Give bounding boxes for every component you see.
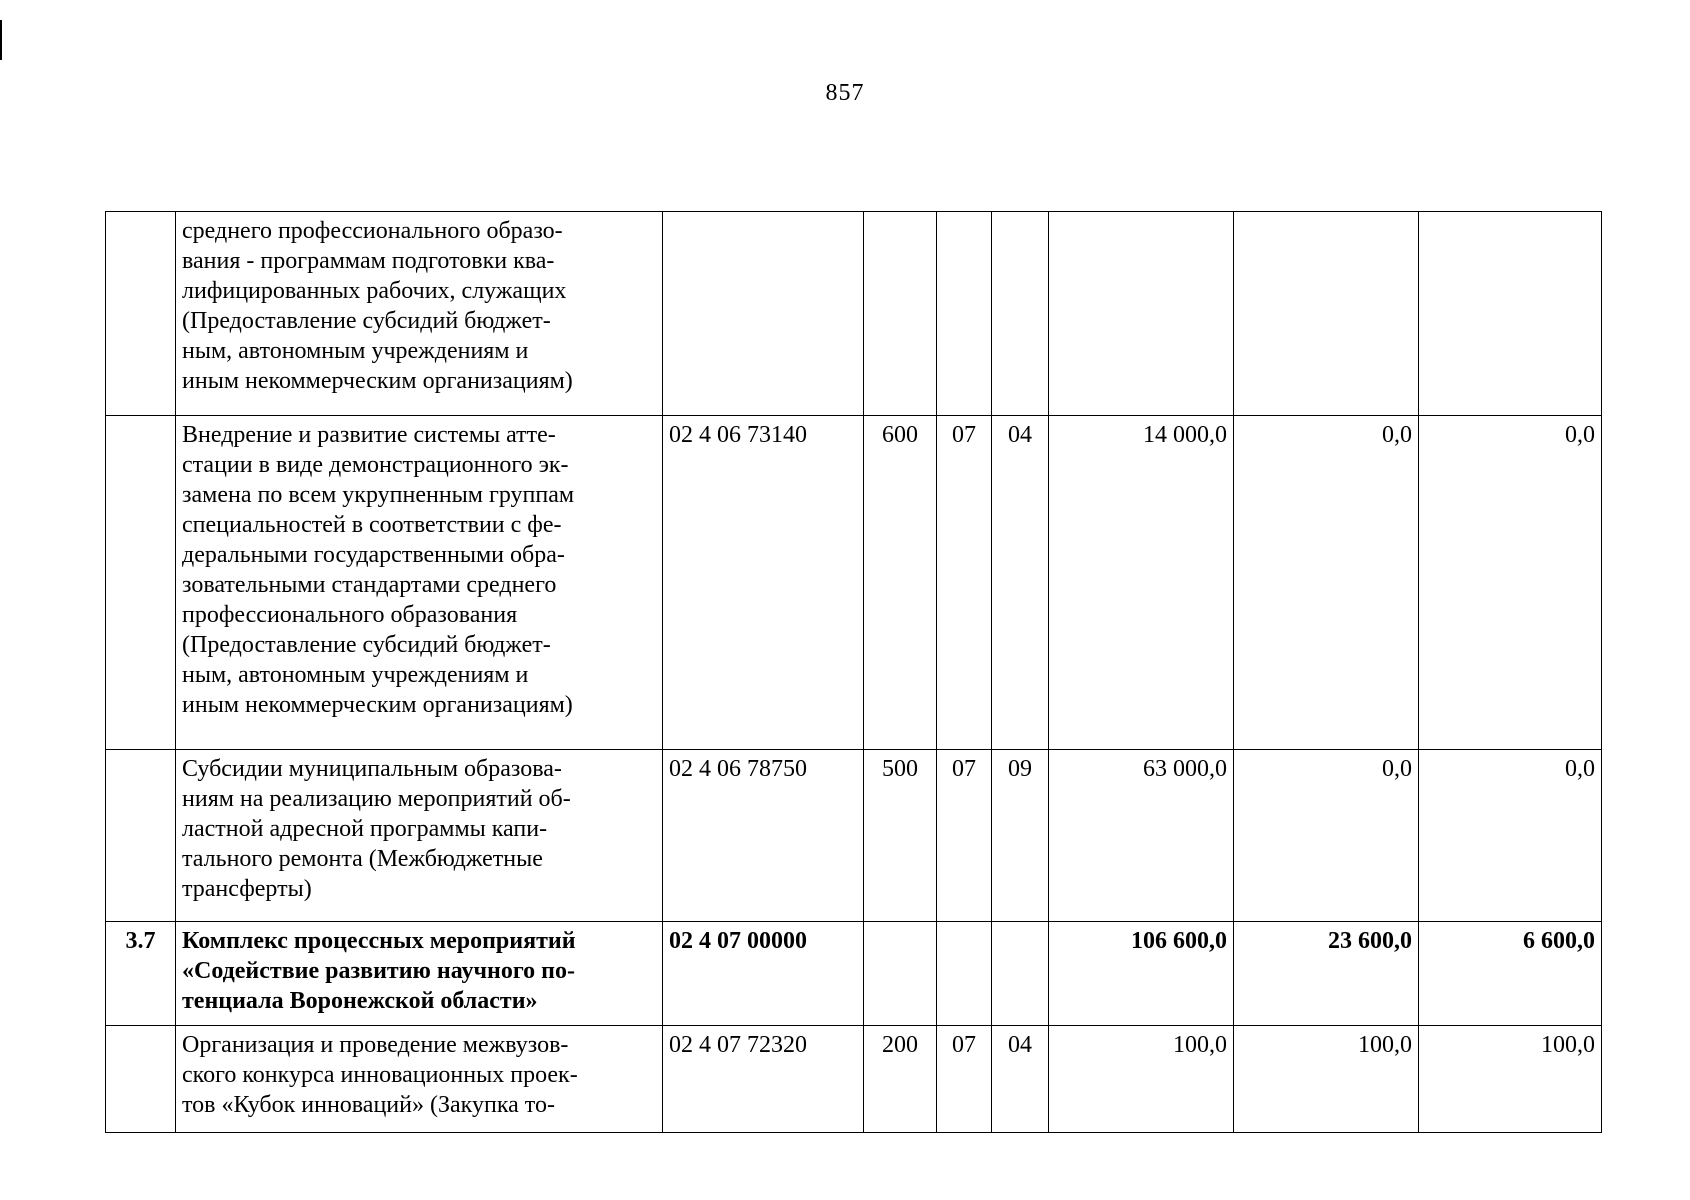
row-amount-year-1: 100,0 (1049, 1026, 1234, 1133)
row-expense-type (864, 212, 937, 416)
row-number (106, 416, 176, 750)
row-name-line: среднего профессионального образо- (182, 218, 563, 244)
row-name-line: трансферты) (182, 876, 312, 902)
row-name-line: деральными государственными обра- (182, 542, 565, 568)
row-name (176, 922, 663, 1026)
budget-table (105, 211, 1602, 1133)
table-row (106, 416, 1602, 750)
row-name-line: Организация и проведение межвузов- (182, 1032, 569, 1058)
row-name-line: ным, автономным учреждениям и (182, 338, 529, 364)
row-name-line: ным, автономным учреждениям и (182, 662, 529, 688)
row-amount-year-3: 0,0 (1419, 750, 1602, 922)
row-name (176, 750, 663, 922)
row-expense-type: 200 (864, 1026, 937, 1133)
row-amount-year-1: 14 000,0 (1049, 416, 1234, 750)
row-name-line: замена по всем укрупненным группам (182, 482, 575, 508)
row-expense-type (864, 922, 937, 1026)
row-amount-year-3: 100,0 (1419, 1026, 1602, 1133)
row-name-line: Комплекс процессных мероприятий (182, 928, 576, 954)
row-code: 02 4 07 00000 (663, 922, 864, 1026)
row-amount-year-2: 0,0 (1234, 750, 1419, 922)
row-amount-year-2 (1234, 212, 1419, 416)
row-name-line: «Содействие развитию научного по- (182, 958, 575, 984)
row-name-line: (Предоставление субсидий бюджет- (182, 632, 551, 658)
row-name-line: тенциала Воронежской области» (182, 988, 538, 1014)
row-amount-year-2: 23 600,0 (1234, 922, 1419, 1026)
row-code (663, 212, 864, 416)
row-name-line: лифицированных рабочих, служащих (182, 278, 567, 304)
row-subsection: 09 (992, 750, 1049, 922)
row-expense-type: 600 (864, 416, 937, 750)
row-name-line: зовательными стандартами среднего (182, 572, 557, 598)
row-section: 07 (937, 416, 992, 750)
row-number (106, 1026, 176, 1133)
row-amount-year-2: 0,0 (1234, 416, 1419, 750)
row-amount-year-1 (1049, 212, 1234, 416)
row-name-line: Субсидии муниципальным образова- (182, 756, 562, 782)
row-amount-year-1: 106 600,0 (1049, 922, 1234, 1026)
row-subsection (992, 212, 1049, 416)
row-section (937, 922, 992, 1026)
row-section: 07 (937, 750, 992, 922)
row-subsection (992, 922, 1049, 1026)
row-name-line: стации в виде демонстрационного эк- (182, 452, 569, 478)
row-name-line: иным некоммерческим организациям) (182, 692, 573, 718)
row-subsection: 04 (992, 1026, 1049, 1133)
table-row (106, 922, 1602, 1026)
row-name-line: иным некоммерческим организациям) (182, 368, 573, 394)
row-name-line: ластной адресной программы капи- (182, 816, 548, 842)
row-code: 02 4 06 78750 (663, 750, 864, 922)
row-name-line: Внедрение и развитие системы атте- (182, 422, 556, 448)
row-name (176, 212, 663, 416)
row-name-line: тального ремонта (Межбюджетные (182, 846, 543, 872)
row-amount-year-3 (1419, 212, 1602, 416)
row-name-line: ниям на реализацию мероприятий об- (182, 786, 571, 812)
row-code: 02 4 07 72320 (663, 1026, 864, 1133)
row-number (106, 750, 176, 922)
row-name-line: ского конкурса инновационных проек- (182, 1062, 578, 1088)
row-name-line: специальностей в соответствии с фе- (182, 512, 562, 538)
row-name (176, 416, 663, 750)
row-amount-year-3: 6 600,0 (1419, 922, 1602, 1026)
scan-edge-mark (0, 20, 2, 60)
row-amount-year-3: 0,0 (1419, 416, 1602, 750)
row-expense-type: 500 (864, 750, 937, 922)
row-section (937, 212, 992, 416)
row-name-line: профессионального образования (182, 602, 518, 628)
table-row (106, 750, 1602, 922)
row-section: 07 (937, 1026, 992, 1133)
row-name-line: (Предоставление субсидий бюджет- (182, 308, 551, 334)
page-number: 857 (825, 80, 865, 106)
row-amount-year-1: 63 000,0 (1049, 750, 1234, 922)
row-amount-year-2: 100,0 (1234, 1026, 1419, 1133)
row-number: 3.7 (106, 922, 176, 1026)
table-row (106, 212, 1602, 416)
row-name (176, 1026, 663, 1133)
row-number (106, 212, 176, 416)
row-subsection: 04 (992, 416, 1049, 750)
row-name-line: тов «Кубок инноваций» (Закупка то- (182, 1092, 555, 1118)
row-code: 02 4 06 73140 (663, 416, 864, 750)
table-row (106, 1026, 1602, 1133)
row-name-line: вания - программам подготовки ква- (182, 248, 555, 274)
